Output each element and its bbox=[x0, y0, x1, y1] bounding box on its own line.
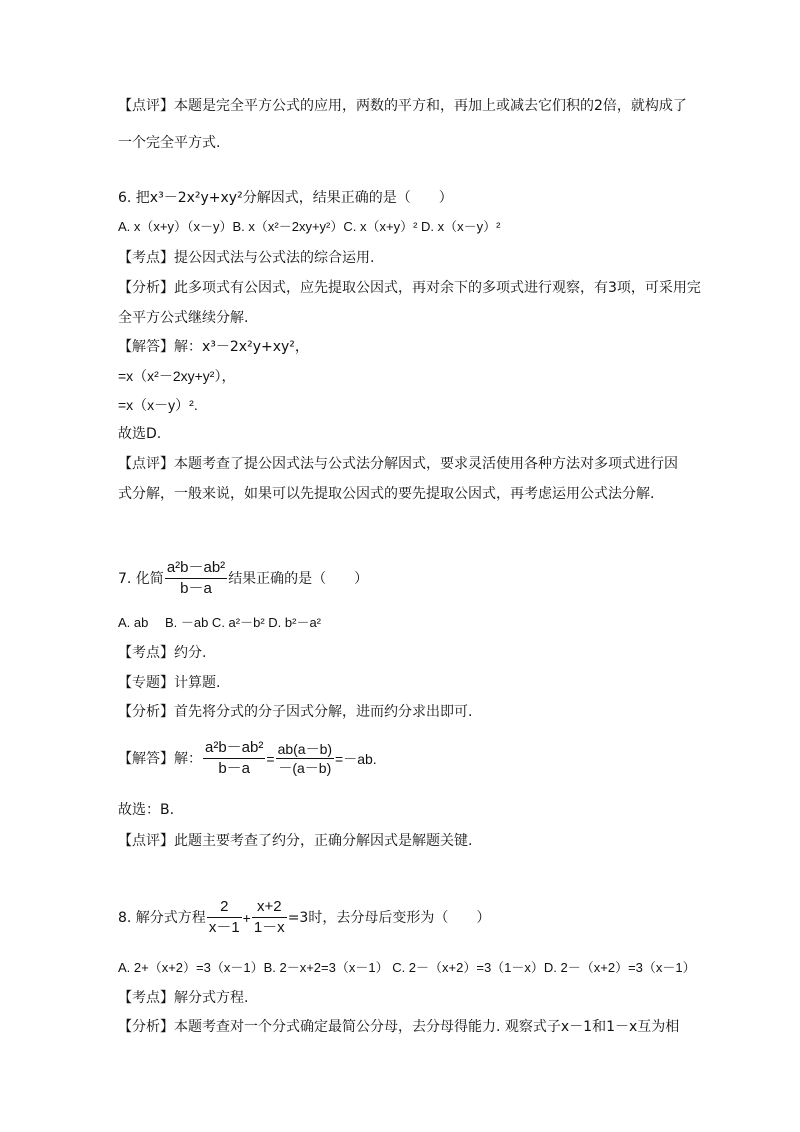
q7-solution-fraction-1 bbox=[203, 738, 265, 779]
q7-solution-fraction-2 bbox=[276, 740, 334, 777]
q8-fraction-2 bbox=[252, 897, 287, 938]
q8-fenxi: 【分析】本题考查对一个分式确定最简公分母，去分母得能力. 观察式子x－1和1－x互为相 bbox=[118, 1019, 680, 1035]
q7-solution-fraction-1-numerator: a²b－ab² bbox=[203, 738, 265, 759]
q7-solution bbox=[118, 738, 377, 779]
q7-stem-suffix: 结果正确的是（ ） bbox=[228, 570, 369, 587]
q8-fraction-2-numerator: x+2 bbox=[252, 897, 287, 918]
q5-review-line-1: 【点评】本题是完全平方公式的应用，两数的平方和，再加上或减去它们积的2倍，就构成了 bbox=[118, 98, 687, 114]
q6-fenxi-line-1: 【分析】此多项式有公因式，应先提取公因式，再对余下的多项式进行观察，有3项，可采用完 bbox=[118, 280, 701, 296]
q6-fenxi-line-2: 全平方公式继续分解. bbox=[118, 310, 249, 326]
q8-stem-suffix: =3时，去分母后变形为（ ） bbox=[287, 909, 491, 926]
q7-fenxi: 【分析】首先将分式的分子因式分解，进而约分求出即可. bbox=[118, 704, 473, 720]
q7-stem-prefix: 7. 化简 bbox=[118, 570, 164, 587]
q7-stem-fraction bbox=[165, 558, 227, 599]
q6-stem: 6. 把x³－2x²y+xy²分解因式，结果正确的是（ ） bbox=[118, 190, 453, 206]
q5-review-line-2: 一个完全平方式. bbox=[118, 135, 221, 151]
q6-kaodian: 【考点】提公因式法与公式法的综合运用. bbox=[118, 250, 375, 266]
q7-solution-fraction-1-denominator: b－a bbox=[218, 760, 251, 777]
q6-review-line-1: 【点评】本题考查了提公因式法与公式法分解因式，要求灵活使用各种方法对多项式进行因 bbox=[118, 456, 678, 472]
q6-options: A. x（x+y）（x－y）B. x（x²－2xy+y²）C. x（x+y）² D. x（x－y）² bbox=[118, 219, 501, 234]
q6-review-line-2: 式分解，一般来说，如果可以先提取公因式的要先提取公因式，再考虑运用公式法分解. bbox=[118, 486, 655, 502]
q8-fraction-1 bbox=[207, 897, 242, 938]
q7-choice: 故选：B. bbox=[118, 802, 175, 818]
q7-solution-equals: = bbox=[266, 750, 275, 767]
q6-jieda-line-1: 【解答】解：x³－2x²y+xy²， bbox=[118, 339, 309, 355]
q8-stem-prefix: 8. 解分式方程 bbox=[118, 909, 206, 926]
q8-stem bbox=[118, 897, 490, 938]
q7-stem bbox=[118, 558, 368, 599]
q8-fraction-2-denominator: 1－x bbox=[253, 919, 285, 936]
q7-kaodian: 【考点】约分. bbox=[118, 645, 207, 661]
q7-solution-result: =－ab. bbox=[335, 750, 377, 767]
q6-jieda-line-2: =x（x²－2xy+y²）， bbox=[118, 368, 236, 384]
q7-options: A. ab B. －ab C. a²－b² D. b²－a² bbox=[118, 615, 322, 630]
q7-zhuanti: 【专题】计算题. bbox=[118, 675, 221, 691]
q6-choice: 故选D. bbox=[118, 426, 162, 442]
q7-solution-fraction-2-denominator: －(a－b) bbox=[278, 760, 332, 776]
q7-solution-fraction-2-numerator: ab(a－b) bbox=[277, 741, 333, 757]
q8-fraction-1-denominator: x－1 bbox=[208, 919, 240, 936]
q8-options: A. 2+（x+2）=3（x－1）B. 2－x+2=3（x－1） C. 2－（x+2）=3（1－x）D. 2－（x+2）=3（x－1） bbox=[118, 960, 696, 975]
q7-review: 【点评】此题主要考查了约分，正确分解因式是解题关键. bbox=[118, 833, 473, 849]
q6-jieda-line-3: =x（x－y）². bbox=[118, 397, 198, 413]
q8-fraction-1-numerator: 2 bbox=[207, 897, 242, 918]
q7-jieda-label: 【解答】解： bbox=[118, 750, 202, 767]
q7-stem-fraction-numerator: a²b－ab² bbox=[165, 558, 227, 579]
q7-stem-fraction-denominator: b－a bbox=[180, 580, 212, 597]
q8-kaodian: 【考点】解分式方程. bbox=[118, 990, 249, 1006]
q8-plus: + bbox=[242, 909, 251, 926]
